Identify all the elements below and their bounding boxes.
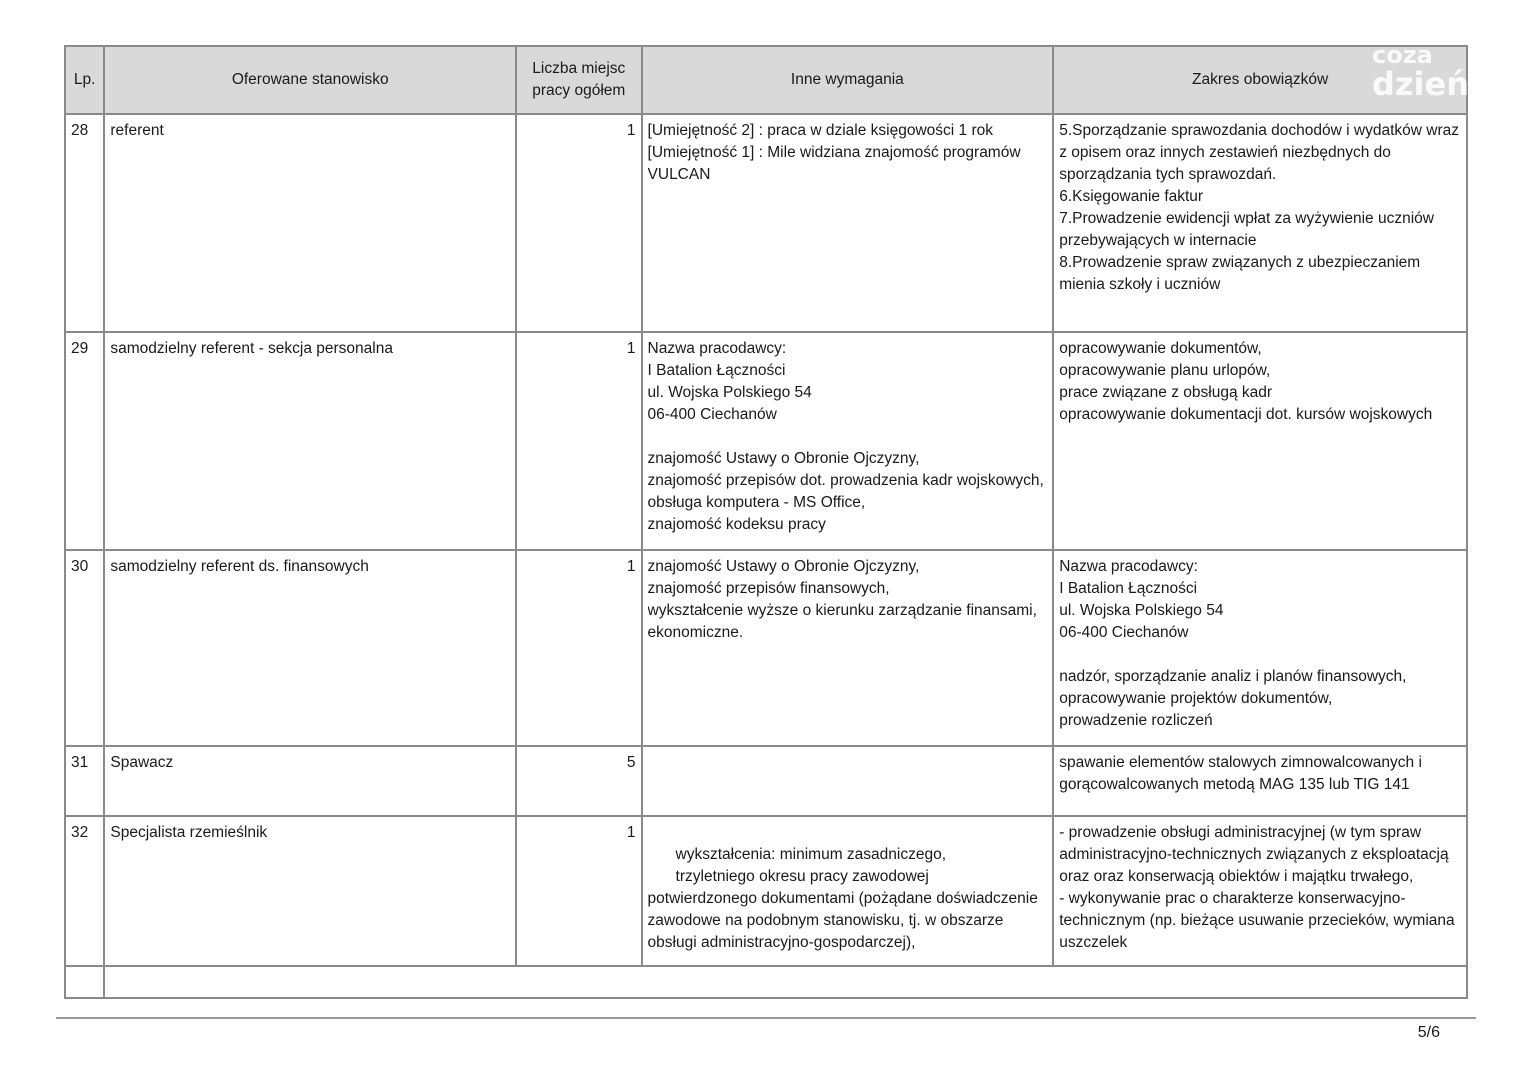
job-offers-table [64,45,1468,999]
header-position: Oferowane stanowisko [104,46,516,114]
cell-requirements-text: [Umiejętność 2] : praca w dziale księgowości 1 rok [Umiejętność 1] : Mile widziana znajomość programów VULCAN [647,122,1021,183]
cell-duties [1053,550,1467,746]
cell-count [516,332,641,550]
header-lp: Lp. [65,46,104,114]
cell-requirements-indent-1: wykształcenia: minimum zasadniczego, [675,846,947,863]
table-body [65,114,1467,998]
page-number: 5/6 [1417,1024,1440,1041]
cell-duties [1053,746,1467,816]
cell-position [104,746,516,816]
cell-lp-text: 32 [71,824,89,841]
cell-duties-text: 5.Sporządzanie sprawozdania dochodów i wydatków wraz z opisem oraz innych zestawień niezbędnych do sporządzania tych sprawozdań. 6.Księgowanie faktur 7.Prowadzenie ewidencji wpłat za wyżywienie uczniów przebywających w internacie 8.Prowadzenie spraw związanych z ubezpieczaniem mienia szkoły i uczniów [1059,122,1459,293]
cell-duties-text: spawanie elementów stalowych zimnowalcowanych i gorącowalcowanych metodą MAG 135 lub TIG 141 [1059,754,1422,793]
cell-requirements-text [648,752,1048,810]
footer-divider [56,1017,1476,1019]
watermark-line-2: dzień [1372,65,1469,102]
cell-lp [65,746,104,816]
watermark-line-1: coza [1372,42,1433,69]
cell-position-text: samodzielny referent - sekcja personalna [110,340,393,357]
cell-count-text: 1 [626,824,636,841]
blank-line [648,822,1048,844]
cell-count [516,550,641,746]
cell-count [516,816,641,966]
cell-count-text: 1 [626,558,636,575]
cell-position-text: Spawacz [110,754,174,771]
cell-lp-text: 28 [71,122,89,139]
header-row [65,46,1467,114]
cell-requirements [642,746,1054,816]
cell-empty [65,966,104,998]
cell-position [104,550,516,746]
cell-position [104,114,516,332]
table-row [65,332,1467,550]
cell-requirements [642,332,1054,550]
cell-requirements-box [648,822,1048,960]
cell-duties [1053,114,1467,332]
header-requirements: Inne wymagania [642,46,1054,114]
cell-requirements-indent-2: trzyletniego okresu pracy zawodowej [675,868,929,885]
cell-requirements-text: znajomość Ustawy o Obronie Ojczyzny, znajomość przepisów finansowych, wykształcenie wyższe o kierunku zarządzanie finansami, ekonomiczne. [647,558,1037,641]
cell-count-text: 1 [626,122,636,139]
table-row [65,550,1467,746]
cell-duties [1053,332,1467,550]
table-row [65,114,1467,332]
table-row [65,816,1467,966]
cell-requirements [642,550,1054,746]
header-duties: Zakres obowiązków [1053,46,1467,114]
cell-requirements-text: potwierdzonego dokumentami (pożądane doświadczenie zawodowe na podobnym stanowisku, tj. w obszarze obsługi administracyjno-gospodarczej), [647,890,1038,951]
cell-duties [1053,816,1467,966]
cell-lp [65,550,104,746]
table-row-continuation [65,966,1467,998]
cell-position [104,816,516,966]
header-count: Liczba miejsc pracy ogółem [516,46,641,114]
cell-count-text: 1 [626,340,636,357]
cell-empty [104,966,1467,998]
cell-count [516,114,641,332]
cell-requirements [642,816,1054,966]
cell-duties-text: - prowadzenie obsługi administracyjnej (w tym spraw administracyjno-technicznych związanych z eksploatacją oraz oraz konserwacją obiektów i majątku trwałego, - wykonywanie prac o charakterze konserwacyjno-technicznym (np. bieżące usuwanie przecieków, wymiana uszczelek [1059,824,1455,951]
cell-lp [65,816,104,966]
cell-duties-text: Nazwa pracodawcy: I Batalion Łączności ul. Wojska Polskiego 54 06-400 Ciechanów nadzór, sporządzanie analiz i planów finansowych, opracowywanie projektów dokumentów, prowadzenie rozliczeń [1059,558,1407,729]
cell-requirements-text: Nazwa pracodawcy: I Batalion Łączności ul. Wojska Polskiego 54 06-400 Ciechanów znajomość Ustawy o Obronie Ojczyzny, znajomość przepisów dot. prowadzenia kadr wojskowych, obsługa komputera - MS Office, znajomość kodeksu pracy [647,340,1044,533]
cell-lp-text: 31 [71,754,89,771]
cell-count [516,746,641,816]
cell-lp-text: 30 [71,558,89,575]
cell-requirements [642,114,1054,332]
cell-count-text: 5 [626,754,636,771]
cell-position-text: referent [110,122,164,139]
cell-lp [65,114,104,332]
cell-position-text: samodzielny referent ds. finansowych [110,558,369,575]
table-row [65,746,1467,816]
cell-lp-text: 29 [71,340,89,357]
cell-duties-text: opracowywanie dokumentów, opracowywanie planu urlopów, prace związane z obsługą kadr opracowywanie dokumentacji dot. kursów wojskowych [1059,340,1433,423]
table-header [65,46,1467,114]
cell-position-text: Specjalista rzemieślnik [110,824,268,841]
cell-position [104,332,516,550]
cell-lp [65,332,104,550]
